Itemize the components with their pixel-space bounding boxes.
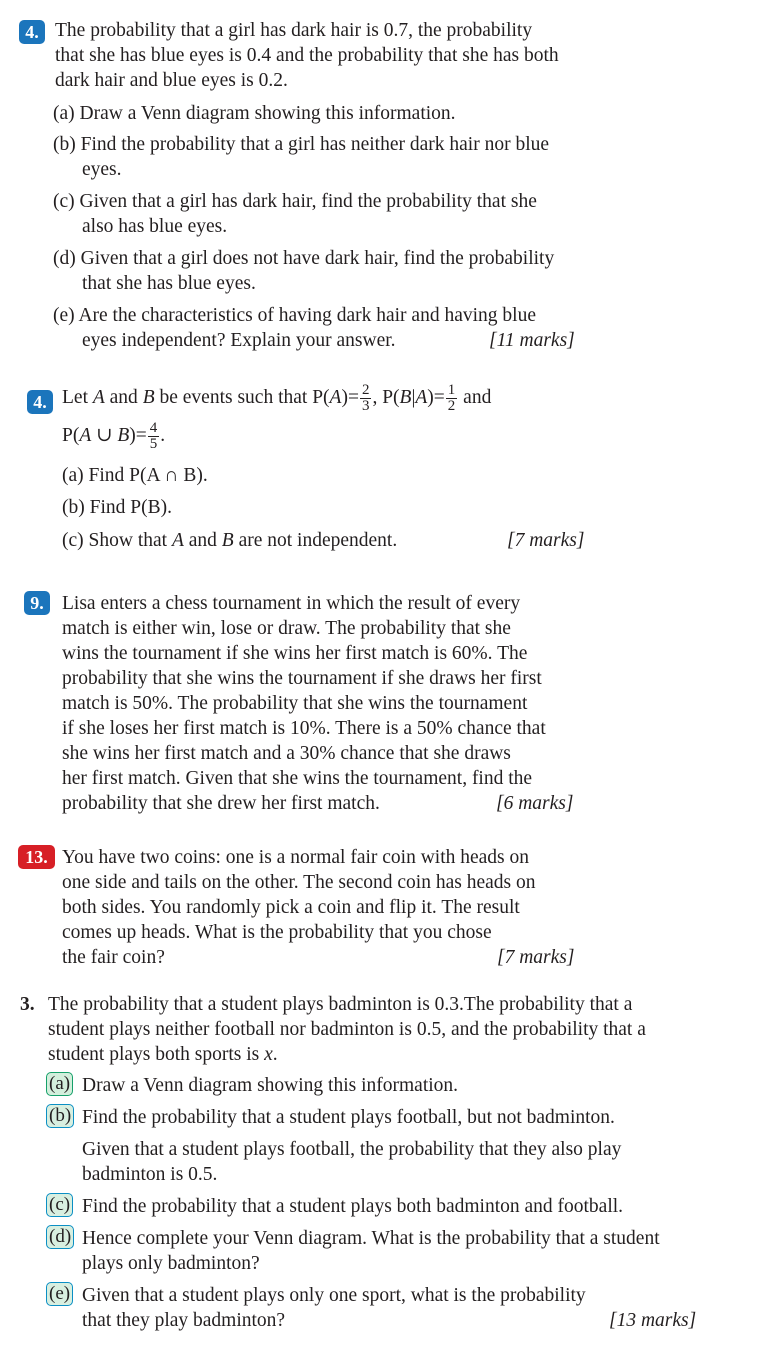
part-d-cont: plays only badminton?: [82, 1253, 260, 1274]
question-number-badge: 4.: [27, 390, 53, 414]
question-text-line: that she has blue eyes is 0.4 and the probability that she has both: [55, 45, 559, 66]
part-a-label: (a): [46, 1072, 73, 1096]
part-b-label: (b): [46, 1104, 74, 1128]
question-text-line: probability that she wins the tournament if she draws her first: [62, 668, 542, 689]
part-d: (d) Given that a girl does not have dark hair, find the probability: [53, 248, 555, 269]
part-d-label: (d): [46, 1225, 74, 1249]
part-d-cont: that she has blue eyes.: [82, 273, 256, 294]
part-e-cont: eyes independent? Explain your answer.: [82, 330, 396, 351]
part-d: Hence complete your Venn diagram. What is the probability that a student: [82, 1228, 660, 1249]
question-text-line: You have two coins: one is a normal fair coin with heads on: [62, 847, 530, 868]
given-text-line: badminton is 0.5.: [82, 1164, 218, 1185]
question-text-line: wins the tournament if she wins her first match is 60%. The: [62, 643, 528, 664]
part-a: (a) Draw a Venn diagram showing this information.: [53, 103, 456, 124]
fraction: $\frac{2}{3}$: [361, 382, 370, 415]
question-number-badge: 4.: [19, 20, 45, 44]
marks: [11 marks]: [489, 330, 575, 351]
part-a: (a) Find P(A ∩ B).: [62, 465, 208, 486]
question-text-line: The probability that a student plays badminton is 0.3.The probability that a: [48, 994, 633, 1015]
part-c-cont: also has blue eyes.: [82, 216, 228, 237]
part-b: (b) Find P(B).: [62, 497, 172, 518]
question-text-line: Lisa enters a chess tournament in which the result of every: [62, 593, 521, 614]
part-c-label: (c): [46, 1193, 73, 1217]
part-e: Given that a student plays only one sport, what is the probability: [82, 1285, 586, 1306]
part-b-cont: eyes.: [82, 159, 122, 180]
part-e-cont: that they play badminton?: [82, 1310, 286, 1331]
question-text-line: the fair coin?: [62, 947, 165, 968]
question-text-line: she wins her first match and a 30% chance that she draws: [62, 743, 511, 764]
question-text-line: comes up heads. What is the probability that you chose: [62, 922, 492, 943]
question-text-line: student plays neither football nor badminton is 0.5, and the probability that a: [48, 1019, 646, 1040]
part-b: (b) Find the probability that a girl has neither dark hair nor blue: [53, 134, 550, 155]
question-text-line: P(A ∪ B)= $\frac{4}{5}$ .: [62, 420, 166, 453]
question-text-line: match is 50%. The probability that she wins the tournament: [62, 693, 528, 714]
part-e-label: (e): [46, 1282, 73, 1306]
question-text-line: her first match. Given that she wins the tournament, find the: [62, 768, 533, 789]
part-a: Draw a Venn diagram showing this information.: [82, 1075, 459, 1096]
question-text-line: probability that she drew her first match.: [62, 793, 380, 814]
part-b: Find the probability that a student plays football, but not badminton.: [82, 1107, 615, 1128]
question-text-line: match is either win, lose or draw. The probability that she: [62, 618, 511, 639]
question-text-line: dark hair and blue eyes is 0.2.: [55, 70, 288, 91]
fraction: $\frac{4}{5}$: [149, 420, 158, 453]
marks: [7 marks]: [507, 530, 585, 551]
question-text-line: both sides. You randomly pick a coin and flip it. The result: [62, 897, 520, 918]
given-text-line: Given that a student plays football, the probability that they also play: [82, 1139, 622, 1160]
part-e: (e) Are the characteristics of having dark hair and having blue: [53, 305, 536, 326]
marks: [6 marks]: [496, 793, 574, 814]
marks: [13 marks]: [609, 1310, 697, 1331]
marks: [7 marks]: [497, 947, 575, 968]
part-c: (c) Given that a girl has dark hair, find the probability that she: [53, 191, 537, 212]
question-text-line: The probability that a girl has dark hair is 0.7, the probability: [55, 20, 533, 41]
part-c: (c) Show that A and B are not independent.: [62, 530, 398, 551]
question-text-line: one side and tails on the other. The second coin has heads on: [62, 872, 536, 893]
question-number: 3.: [20, 994, 35, 1015]
question-text-line: student plays both sports is x.: [48, 1044, 278, 1065]
part-c: Find the probability that a student plays both badminton and football.: [82, 1196, 624, 1217]
question-number-badge: 13.: [18, 845, 55, 869]
question-number-badge: 9.: [24, 591, 50, 615]
fraction: $\frac{1}{2}$: [447, 382, 456, 415]
question-text-line: Let A and B be events such that P(A)= $\frac{2}{3}$ , P(B|A)= $\frac{1}{2}$ and: [62, 382, 492, 415]
question-text-line: if she loses her first match is 10%. There is a 50% chance that: [62, 718, 546, 739]
